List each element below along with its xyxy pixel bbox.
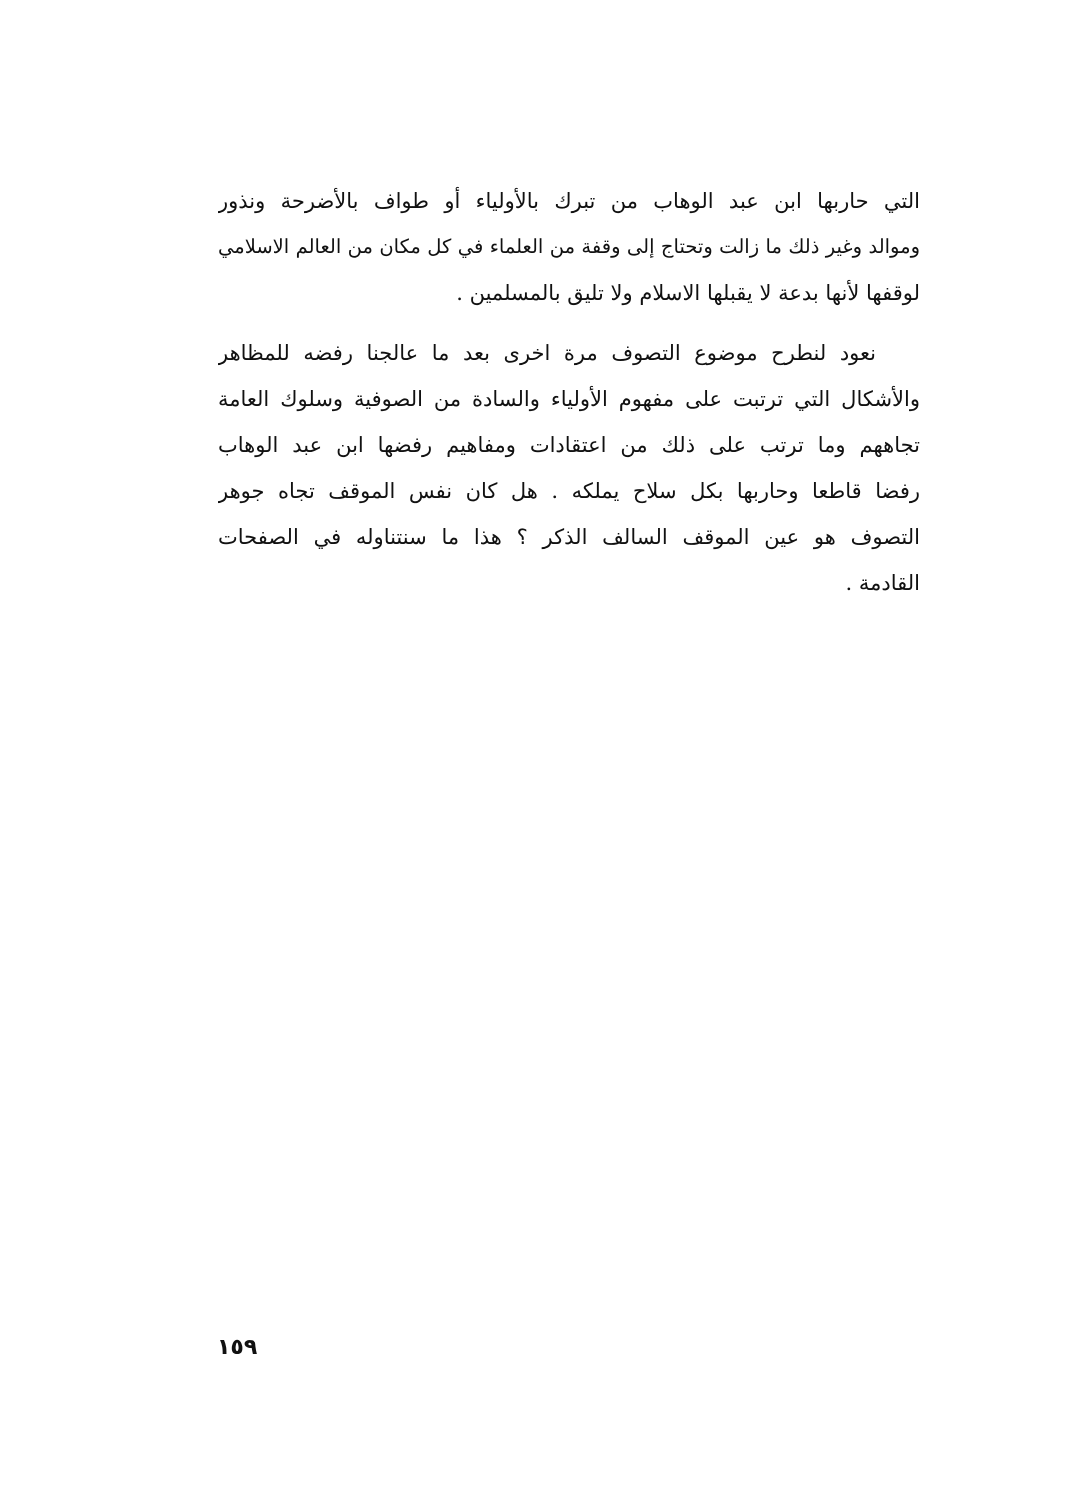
paragraph-2	[218, 330, 920, 606]
text-line: نعود لنطرح موضوع التصوف مرة اخرى بعد ما عالجنا رفضه للمظاهر	[218, 341, 876, 365]
text-line: تجاههم وما ترتب على ذلك من اعتقادات ومفاهيم رفضها ابن عبد الوهاب	[218, 433, 920, 457]
text-line: رفضا قاطعا وحاربها بكل سلاح يملكه . هل كان نفس الموقف تجاه جوهر	[218, 479, 920, 503]
text-line: التصوف هو عين الموقف السالف الذكر ؟ هذا ما سنتناوله في الصفحات	[218, 525, 920, 549]
text-line: التي حاربها ابن عبد الوهاب من تبرك بالأولياء أو طواف بالأضرحة ونذور	[218, 189, 920, 213]
text-line: لوقفها لأنها بدعة لا يقبلها الاسلام ولا تليق بالمسلمين .	[456, 281, 920, 305]
text-line: والأشكال التي ترتبت على مفهوم الأولياء والسادة من الصوفية وسلوك العامة	[218, 387, 920, 411]
page-number: ١٥٩	[217, 1335, 258, 1360]
text-line: وموالد وغير ذلك ما زالت وتحتاج إلى وقفة من العلماء في كل مكان من العالم الاسلامي	[218, 235, 920, 258]
body-text	[218, 178, 920, 606]
text-line: القادمة .	[845, 571, 920, 595]
paragraph-spacer	[218, 316, 920, 330]
paragraph-1	[218, 178, 920, 316]
